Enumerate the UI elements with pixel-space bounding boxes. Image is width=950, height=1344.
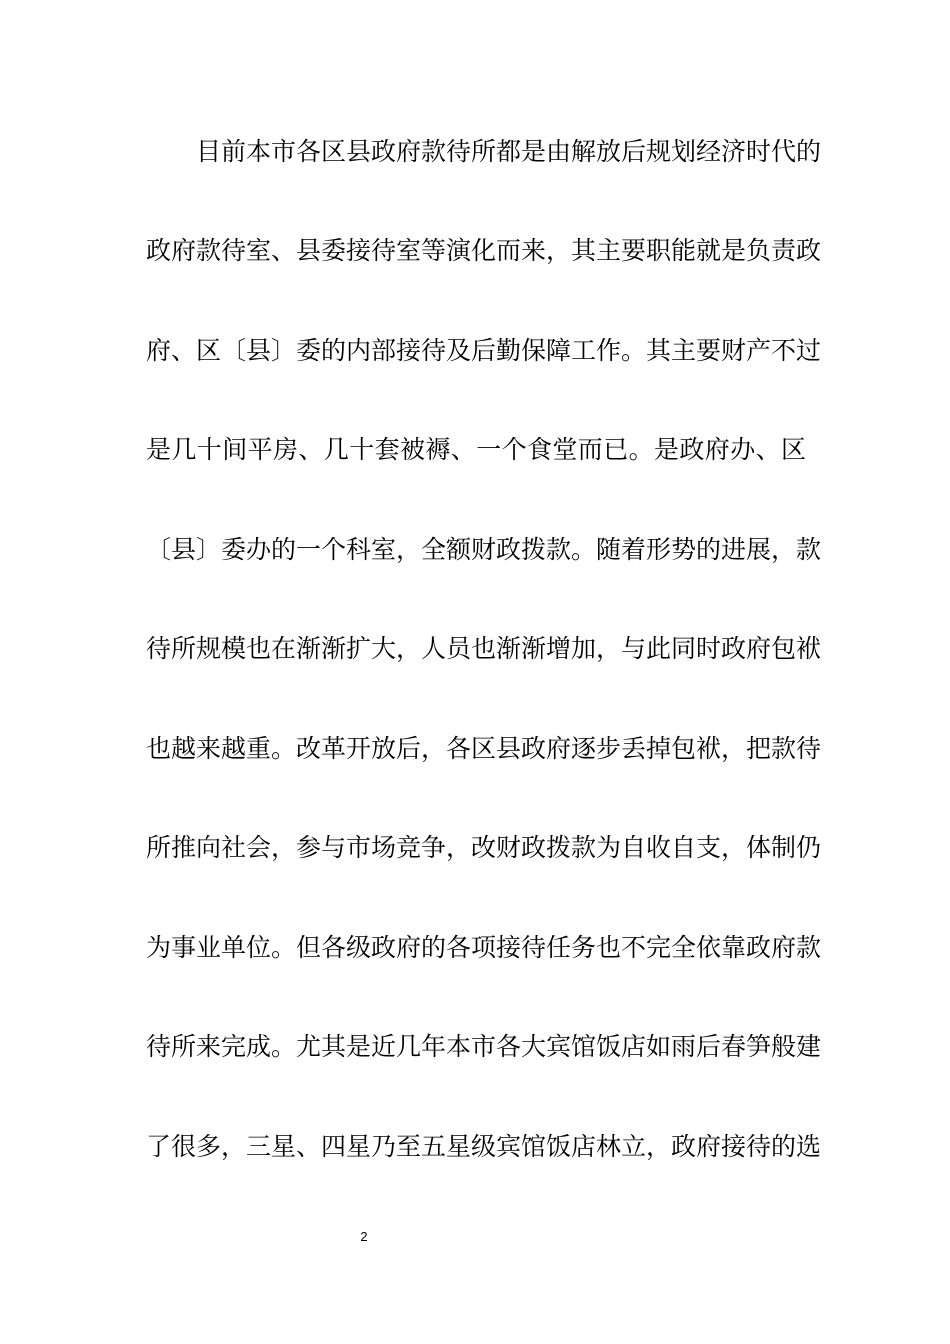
page-number: 2 xyxy=(360,1229,368,1244)
paragraph-line-8: 所推向社会，参与市场竞争，改财政拨款为自收自支，体制仍 xyxy=(146,833,822,862)
paragraph-line-10: 待所来完成。尤其是近几年本市各大宾馆饭店如雨后春笋般建 xyxy=(146,1032,822,1061)
paragraph-line-1: 目前本市各区县政府款待所都是由解放后规划经济时代的 xyxy=(196,137,822,166)
paragraph-line-6: 待所规模也在渐渐扩大，人员也渐渐增加，与此同时政府包袱 xyxy=(146,634,822,663)
paragraph-line-9: 为事业单位。但各级政府的各项接待任务也不完全依靠政府款 xyxy=(146,933,822,962)
paragraph-line-2: 政府款待室、县委接待室等演化而来，其主要职能就是负责政 xyxy=(146,236,822,265)
paragraph-line-4: 是几十间平房、几十套被褥、一个食堂而已。是政府办、区 xyxy=(146,435,806,464)
paragraph-line-3: 府、区〔县〕委的内部接待及后勤保障工作。其主要财产不过 xyxy=(146,336,822,365)
paragraph-line-7: 也越来越重。改革开放后，各区县政府逐步丢掉包袱，把款待 xyxy=(146,734,822,763)
paragraph-line-5: 〔县〕委办的一个科室，全额财政拨款。随着形势的进展，款 xyxy=(146,535,822,564)
paragraph-line-11: 了很多，三星、四星乃至五星级宾馆饭店林立，政府接待的选 xyxy=(146,1132,822,1161)
